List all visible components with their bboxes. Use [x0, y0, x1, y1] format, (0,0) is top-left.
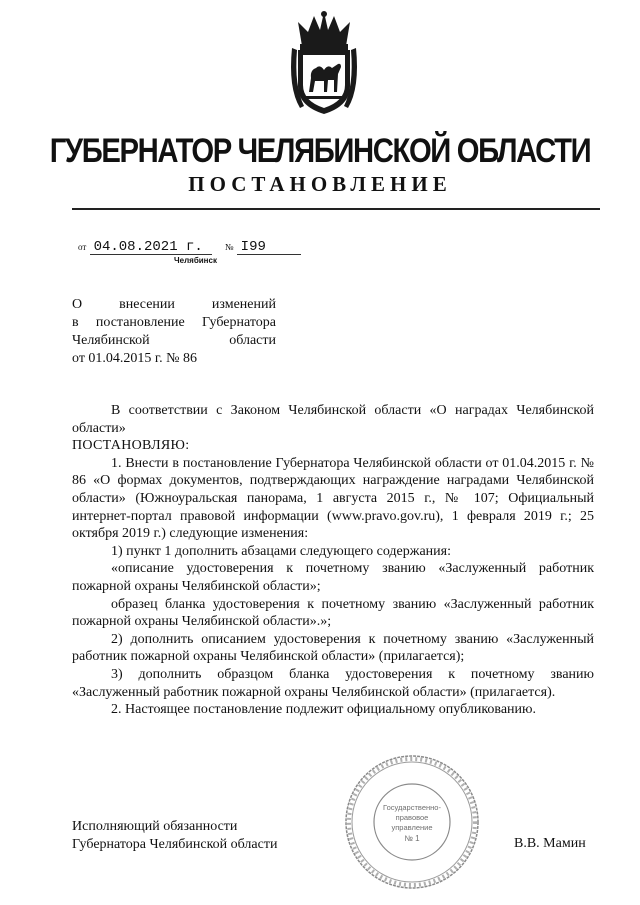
coat-of-arms-icon: [284, 8, 364, 118]
subject-line: Челябинской области: [72, 333, 276, 348]
subject-line: в постановление Губернатора: [72, 315, 276, 330]
signatory-name: В.В. Мамин: [514, 836, 586, 851]
header-divider: [72, 208, 600, 210]
subitem-3-paragraph: 3) дополнить образцом бланка удостоверения к почетному званию «Заслуженный работник пожарной охраны Челябинской области» (прилагается).: [72, 666, 594, 700]
subitem-1-paragraph: 1) пункт 1 дополнить абзацами следующего содержания:: [111, 543, 451, 559]
date-label: от: [78, 242, 87, 252]
svg-text:№ 1: № 1: [404, 834, 420, 843]
subject-line: от 01.04.2015 г. № 86: [72, 351, 197, 366]
registration-line: [78, 238, 301, 255]
position-line: Губернатора Челябинской области: [72, 837, 278, 852]
document-subject: [72, 296, 276, 368]
subitem-2-paragraph: 2) дополнить описанием удостоверения к почетному званию «Заслуженный работник пожарной охраны Челябинской области» (прилагается);: [72, 631, 594, 665]
svg-text:Государственно-: Государственно-: [383, 803, 441, 812]
preamble-paragraph: В соответствии с Законом Челябинской области «О наградах Челябинской области»: [72, 403, 594, 436]
subject-line: О внесении изменений: [72, 297, 276, 312]
item-2-paragraph: 2. Настоящее постановление подлежит официальному опубликованию.: [111, 702, 536, 718]
city-label: Челябинск: [174, 256, 217, 265]
decree-word: ПОСТАНОВЛЯЮ:: [72, 438, 190, 454]
item-1-paragraph: 1. Внести в постановление Губернатора Челябинской области от 01.04.2015 г. № 86 «О формах документов, подтверждающих награждение наградами Челябинской области» (Южноуральская панорама, 1 августа 2015 г., № 107; Официальный интернет-портал правовой информации (www.pravo.gov.ru), 1 февраля 2019 г.; 25 октября 2019 г.) следующие изменения:: [72, 455, 594, 542]
position-line: Исполняющий обязанности: [72, 819, 238, 834]
quote-2-paragraph: образец бланка удостоверения к почетному званию «Заслуженный работник пожарной охраны Челябинской области».»;: [72, 596, 594, 630]
number-label: №: [224, 242, 234, 252]
authority-title: ГУБЕРНАТОР ЧЕЛЯБИНСКОЙ ОБЛАСТИ: [49, 132, 591, 170]
document-number: I99: [237, 240, 301, 255]
svg-text:правовое: правовое: [395, 813, 429, 822]
quote-1-paragraph: «описание удостоверения к почетному званию «Заслуженный работник пожарной охраны Челябинской области»;: [72, 561, 594, 594]
svg-text:управление: управление: [391, 823, 433, 832]
document-body: [72, 402, 594, 719]
document-type-title: ПОСТАНОВЛЕНИЕ: [188, 172, 452, 196]
signatory-position: [72, 818, 277, 854]
document-date: 04.08.2021 г.: [90, 240, 212, 255]
round-seal-stamp-icon: [342, 752, 482, 892]
